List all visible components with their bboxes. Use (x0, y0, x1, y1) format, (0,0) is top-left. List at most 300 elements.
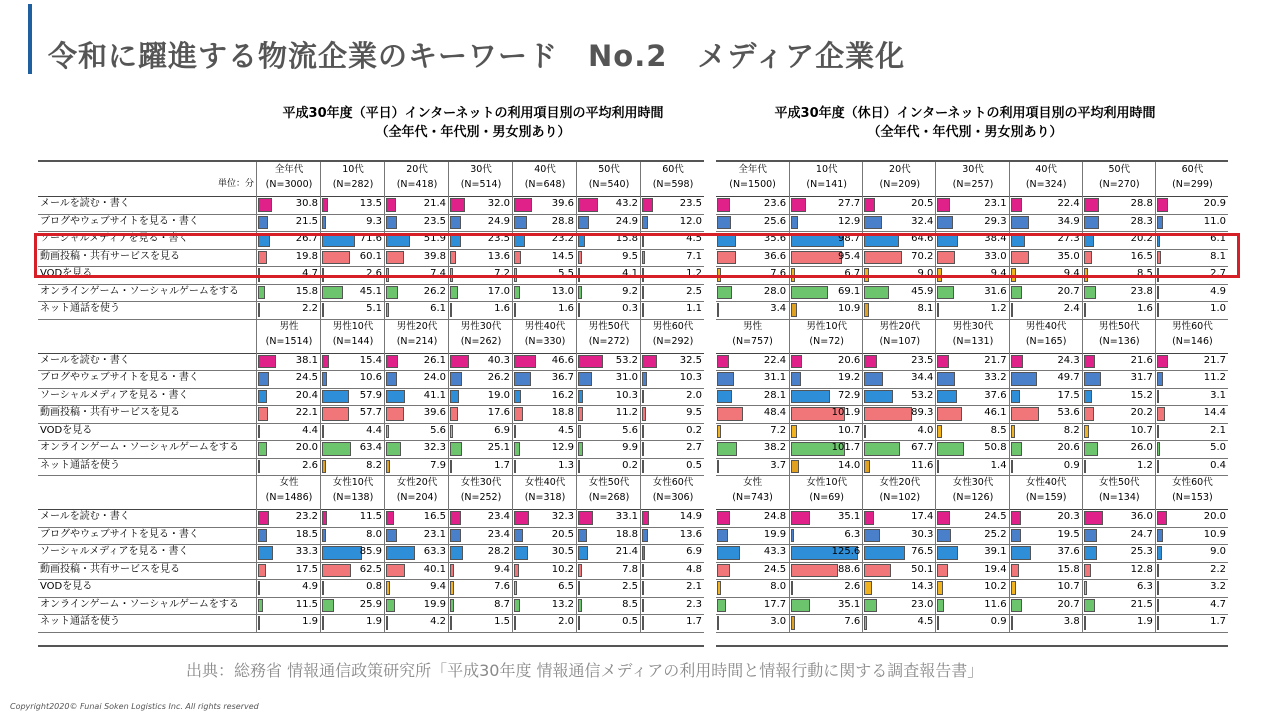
column-header (1155, 319, 1229, 353)
value-cell (1009, 353, 1083, 371)
value-text: 21.4 (615, 546, 638, 557)
value-text: 45.9 (911, 285, 934, 297)
value-cell (1009, 579, 1083, 597)
column-header (448, 475, 513, 509)
row-label: オンラインゲーム・ソーシャルゲームをする (40, 598, 239, 610)
column-header-sample-size: (N=418) (396, 179, 438, 190)
holiday-table-title-line1: 平成30年度（休日）インターネットの利用項目別の平均利用時間 (774, 106, 1156, 121)
column-header (789, 475, 863, 509)
value-text: 29.3 (984, 215, 1007, 227)
value-text: 7.2 (770, 424, 787, 436)
value-cell (716, 370, 789, 388)
value-cell (448, 562, 513, 580)
value-bar (864, 198, 875, 212)
value-cell (1082, 597, 1156, 615)
value-cell (789, 527, 863, 545)
table-row (38, 388, 704, 407)
value-text: 89.3 (911, 407, 934, 418)
value-bar (1157, 303, 1159, 317)
header-row (38, 475, 704, 510)
value-cell (716, 405, 789, 423)
value-text: 16.5 (1130, 250, 1153, 262)
value-text: 25.9 (359, 598, 382, 610)
value-cell (384, 544, 449, 562)
value-cell (384, 370, 449, 388)
value-text: 1.6 (494, 303, 510, 314)
value-bar (450, 546, 463, 560)
value-bar (1084, 460, 1086, 474)
value-bar (386, 460, 390, 474)
value-cell (789, 458, 863, 476)
table-row (38, 527, 704, 546)
value-text: 6.1 (1210, 233, 1226, 244)
value-text: 0.2 (622, 459, 638, 471)
value-bar (642, 407, 646, 421)
value-bar (642, 460, 644, 474)
value-cell (789, 509, 863, 527)
value-text: 13.6 (679, 528, 702, 540)
value-bar (937, 425, 942, 439)
value-bar (1011, 442, 1022, 456)
value-text: 24.5 (763, 563, 787, 575)
value-text: 2.6 (302, 459, 318, 471)
value-text: 9.5 (622, 250, 638, 262)
value-text: 27.7 (838, 198, 861, 209)
column-header-label: 男性20代 (879, 320, 921, 332)
column-header-label: 10代 (815, 164, 838, 175)
value-text: 31.6 (984, 285, 1007, 297)
value-text: 57.9 (359, 389, 382, 401)
value-cell (1155, 353, 1229, 371)
value-text: 5.6 (430, 424, 446, 436)
value-cell (862, 196, 936, 214)
value-cell (1009, 562, 1083, 580)
column-header-sample-size: (N=126) (952, 492, 994, 503)
value-cell (935, 405, 1009, 423)
value-bar (642, 425, 644, 439)
value-bar (1011, 198, 1023, 212)
row-label: ブログやウェブサイトを見る・書く (40, 528, 199, 540)
value-cell (512, 597, 577, 615)
value-text: 27.3 (1057, 233, 1080, 244)
value-bar (864, 355, 876, 369)
value-bar (642, 616, 644, 630)
value-bar (258, 511, 269, 525)
value-bar (514, 407, 523, 421)
value-cell (1155, 301, 1229, 319)
header-row (38, 319, 704, 354)
value-cell (1082, 388, 1156, 406)
value-bar (322, 372, 327, 386)
value-text: 4.9 (302, 581, 318, 592)
column-header (576, 475, 641, 509)
value-cell (935, 509, 1009, 527)
value-cell (935, 388, 1009, 406)
value-bar (514, 303, 516, 317)
value-cell (512, 562, 577, 580)
column-header-sample-size: (N=514) (460, 179, 502, 190)
value-cell (512, 353, 577, 371)
value-bar (450, 442, 462, 456)
value-text: 20.3 (1057, 511, 1080, 522)
column-header-label: 男性 (743, 320, 763, 332)
table-row (38, 423, 704, 442)
value-text: 1.2 (990, 303, 1007, 314)
table-row (716, 579, 1228, 598)
column-header-label: 女性30代 (952, 477, 994, 488)
value-cell (716, 527, 789, 545)
value-text: 7.8 (622, 563, 638, 575)
value-bar (1084, 529, 1097, 543)
value-text: 24.8 (763, 511, 787, 522)
value-text: 4.1 (622, 268, 638, 279)
value-bar (717, 407, 743, 421)
column-header-sample-size: (N=204) (396, 492, 438, 503)
value-cell (384, 562, 449, 580)
header-row (716, 475, 1228, 510)
value-cell (789, 214, 863, 232)
value-text: 19.4 (984, 563, 1007, 575)
value-bar (1011, 529, 1021, 543)
value-bar (717, 355, 729, 369)
header-row (716, 162, 1228, 197)
copyright-notice: Copyright2020© Funai Soken Logistics Inc. All rights reserved (10, 702, 259, 711)
column-header-label: 女性10代 (806, 477, 847, 488)
value-bar (322, 546, 362, 560)
value-text: 11.6 (911, 459, 934, 471)
value-text: 1.5 (494, 616, 510, 627)
value-cell (1082, 301, 1156, 319)
value-text: 16.2 (551, 389, 574, 401)
value-bar (450, 372, 462, 386)
value-cell (384, 579, 449, 597)
value-bar (578, 511, 593, 525)
table-row (716, 301, 1228, 320)
value-bar (1011, 599, 1022, 613)
value-cell (512, 614, 577, 632)
value-text: 35.0 (1057, 250, 1080, 262)
value-cell (789, 353, 863, 371)
value-bar (322, 581, 324, 595)
value-text: 70.2 (911, 250, 934, 262)
column-header (1009, 162, 1083, 196)
value-cell (862, 301, 936, 319)
value-cell (384, 597, 449, 615)
value-text: 21.5 (295, 215, 318, 227)
value-cell (716, 614, 789, 632)
value-text: 1.7 (1210, 616, 1226, 627)
value-bar (937, 564, 947, 578)
value-bar (578, 286, 582, 300)
value-cell (256, 614, 321, 632)
value-bar (1011, 581, 1017, 595)
value-cell (640, 370, 705, 388)
value-text: 4.5 (686, 233, 702, 244)
value-text: 1.7 (494, 459, 510, 471)
value-bar (1157, 425, 1159, 439)
table-row (38, 544, 704, 563)
value-bar (1157, 599, 1159, 613)
value-text: 39.6 (551, 198, 574, 209)
value-bar (514, 511, 529, 525)
value-cell (1082, 562, 1156, 580)
value-text: 0.5 (686, 459, 702, 471)
column-header-label: 50代 (1108, 164, 1131, 175)
value-cell (789, 301, 863, 319)
value-text: 20.2 (1130, 233, 1153, 244)
value-cell (448, 614, 513, 632)
value-bar (450, 581, 454, 595)
value-bar (1084, 599, 1095, 613)
value-bar (514, 425, 516, 439)
value-cell (640, 579, 705, 597)
value-text: 1.1 (686, 303, 702, 314)
value-text: 1.0 (1210, 303, 1226, 314)
value-bar (864, 442, 900, 456)
column-header-sample-size: (N=270) (1098, 179, 1140, 190)
value-text: 20.7 (1057, 598, 1080, 610)
value-text: 5.6 (622, 424, 638, 436)
value-bar (717, 529, 728, 543)
value-text: 31.0 (615, 372, 638, 383)
value-cell (448, 440, 513, 458)
value-text: 26.1 (423, 354, 446, 366)
value-text: 57.7 (359, 407, 382, 418)
value-bar (1084, 407, 1095, 421)
value-bar (1084, 546, 1097, 560)
value-cell (1155, 579, 1229, 597)
value-bar (578, 390, 583, 404)
value-text: 12.9 (838, 215, 861, 227)
value-bar (322, 511, 327, 525)
value-cell (640, 196, 705, 214)
column-header-sample-size: (N=102) (879, 492, 921, 503)
value-bar (791, 564, 838, 578)
column-header-label: 全年代 (274, 164, 304, 175)
column-header-sample-size: (N=299) (1172, 179, 1213, 190)
value-cell (576, 544, 641, 562)
value-text: 8.1 (917, 303, 934, 314)
value-text: 95.4 (838, 250, 861, 262)
value-cell (448, 284, 513, 302)
holiday-table-title (705, 104, 1225, 142)
value-text: 35.1 (838, 511, 861, 522)
value-bar (386, 599, 395, 613)
column-header (1082, 475, 1156, 509)
value-cell (1155, 544, 1229, 562)
value-cell (862, 405, 936, 423)
value-bar (717, 303, 719, 317)
value-text: 5.0 (1210, 442, 1226, 453)
column-header-sample-size: (N=1514) (265, 335, 313, 347)
value-bar (1011, 425, 1015, 439)
value-bar (791, 425, 797, 439)
value-bar (578, 581, 580, 595)
value-bar (937, 286, 954, 300)
value-bar (322, 355, 329, 369)
value-text: 30.8 (295, 198, 318, 209)
value-bar (258, 564, 266, 578)
column-header-sample-size: (N=282) (332, 179, 374, 190)
value-bar (322, 460, 326, 474)
value-bar (450, 390, 459, 404)
value-bar (450, 425, 453, 439)
value-text: 19.8 (295, 250, 318, 262)
value-cell (1009, 544, 1083, 562)
value-bar (791, 581, 793, 595)
column-header-sample-size: (N=648) (524, 179, 566, 190)
value-text: 49.7 (1057, 372, 1080, 383)
table-row (38, 353, 704, 372)
value-text: 1.9 (366, 616, 382, 627)
value-text: 10.7 (1130, 424, 1153, 436)
value-text: 9.2 (622, 285, 638, 297)
value-bar (864, 564, 891, 578)
value-text: 9.3 (366, 215, 382, 227)
value-text: 0.9 (990, 616, 1007, 627)
value-text: 23.5 (423, 215, 446, 227)
table-row (716, 353, 1228, 372)
column-header (935, 319, 1009, 353)
table-row (716, 544, 1228, 563)
value-text: 9.4 (1063, 268, 1080, 279)
value-bar (717, 599, 726, 613)
value-cell (448, 370, 513, 388)
column-header-label: 30代 (962, 164, 984, 175)
column-header (384, 319, 449, 353)
value-bar (937, 529, 950, 543)
value-bar (386, 529, 397, 543)
value-bar (514, 564, 519, 578)
value-text: 4.4 (366, 424, 382, 436)
table-row (716, 614, 1228, 633)
value-bar (386, 581, 390, 595)
value-cell (716, 597, 789, 615)
value-cell (576, 614, 641, 632)
value-cell (935, 353, 1009, 371)
value-text: 101.9 (831, 407, 861, 418)
column-header-label: 10代 (342, 164, 364, 175)
value-text: 14.9 (679, 511, 702, 522)
row-label: ブログやウェブサイトを見る・書く (40, 215, 199, 227)
value-cell (640, 458, 705, 476)
value-text: 12.9 (551, 442, 574, 453)
column-header-label: 男性60代 (1172, 320, 1213, 332)
value-bar (937, 511, 950, 525)
value-bar (450, 511, 461, 525)
value-text: 23.2 (295, 511, 318, 522)
value-text: 19.9 (763, 528, 787, 540)
table-row (38, 614, 704, 633)
value-text: 30.3 (911, 528, 934, 540)
value-cell (1082, 579, 1156, 597)
value-bar (578, 529, 587, 543)
value-bar (1084, 372, 1101, 386)
value-bar (937, 355, 949, 369)
value-bar (258, 529, 267, 543)
row-label: ネット通話を使う (40, 303, 120, 314)
column-header (256, 475, 321, 509)
value-cell (716, 509, 789, 527)
value-bar (642, 442, 644, 456)
value-cell (576, 284, 641, 302)
value-text: 15.8 (1057, 563, 1080, 575)
value-text: 31.7 (1130, 372, 1153, 383)
highlight-box (34, 233, 1240, 278)
value-bar (258, 372, 269, 386)
value-text: 2.3 (686, 598, 702, 610)
column-header-label: 男性 (279, 320, 299, 332)
value-text: 20.0 (295, 442, 318, 453)
table-row (38, 301, 704, 320)
value-cell (448, 214, 513, 232)
value-text: 18.5 (295, 528, 318, 540)
value-bar (258, 460, 260, 474)
column-header-label: 男性40代 (524, 320, 566, 332)
value-text: 24.5 (984, 511, 1007, 522)
value-cell (716, 579, 789, 597)
value-cell (256, 509, 321, 527)
value-cell (448, 353, 513, 371)
value-bar (1157, 511, 1168, 525)
value-bar (258, 616, 260, 630)
column-header (1009, 475, 1083, 509)
value-bar (791, 599, 810, 613)
value-cell (512, 440, 577, 458)
column-header (512, 162, 577, 196)
value-cell (320, 423, 385, 441)
value-cell (448, 458, 513, 476)
value-text: 2.7 (686, 442, 702, 453)
value-bar (450, 355, 469, 369)
value-text: 6.7 (844, 268, 861, 279)
value-text: 46.1 (984, 407, 1007, 418)
value-text: 0.2 (686, 424, 702, 436)
value-bar (642, 372, 647, 386)
value-cell (862, 214, 936, 232)
value-cell (1082, 440, 1156, 458)
value-bar (258, 286, 265, 300)
value-text: 53.6 (1057, 407, 1080, 418)
value-bar (386, 511, 394, 525)
value-bar (864, 286, 888, 300)
value-text: 14.5 (551, 250, 574, 262)
value-cell (320, 527, 385, 545)
row-label: ブログやウェブサイトを見る・書く (40, 372, 199, 383)
value-text: 7.4 (430, 268, 446, 279)
value-cell (1082, 423, 1156, 441)
value-bar (258, 546, 273, 560)
value-bar (1157, 355, 1169, 369)
value-cell (384, 214, 449, 232)
value-text: 33.0 (984, 250, 1007, 262)
value-bar (514, 546, 528, 560)
column-header (935, 475, 1009, 509)
value-cell (640, 353, 705, 371)
value-text: 8.5 (622, 598, 638, 610)
column-header (256, 162, 321, 196)
column-header-sample-size: (N=153) (1172, 492, 1213, 503)
value-bar (578, 425, 581, 439)
value-bar (864, 303, 868, 317)
column-header-sample-size: (N=159) (1025, 492, 1067, 503)
value-bar (578, 303, 580, 317)
value-text: 33.3 (295, 546, 318, 557)
value-bar (1084, 425, 1090, 439)
value-cell (256, 353, 321, 371)
column-header (320, 162, 385, 196)
value-cell (384, 458, 449, 476)
